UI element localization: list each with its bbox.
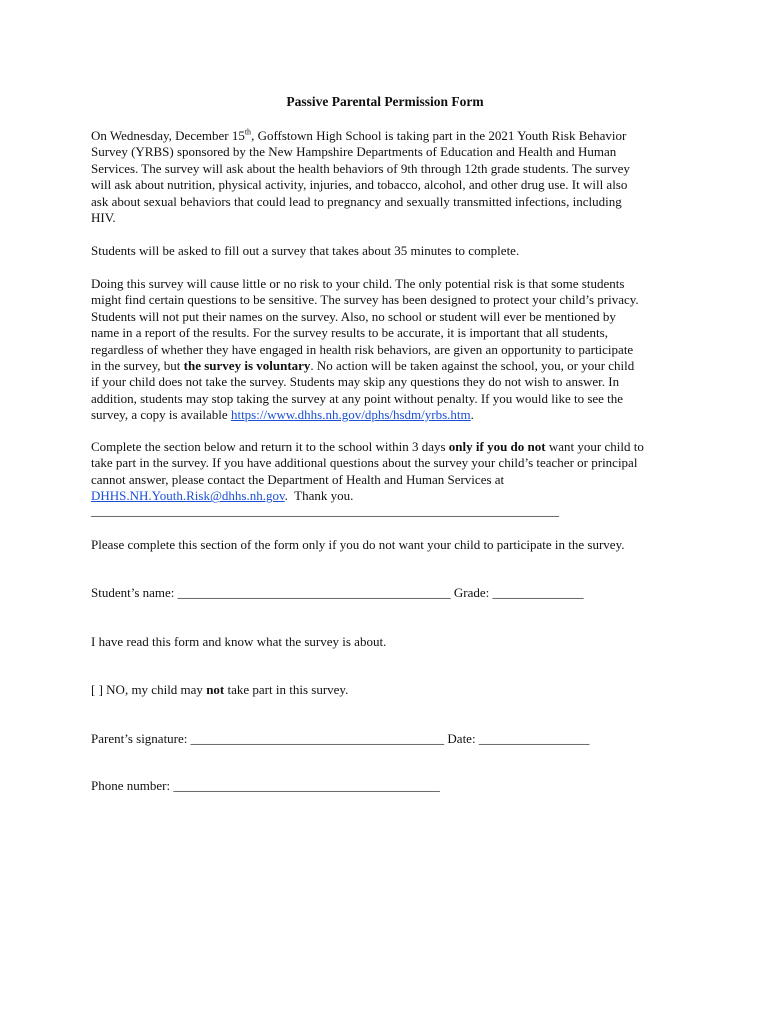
phone-label: Phone number:	[91, 778, 174, 793]
intro-text: Services. The survey will ask about the health behaviors of 9th through 12th grade students. The survey	[91, 160, 630, 176]
risk-paragraph	[91, 276, 691, 424]
instructions-paragraph	[91, 537, 691, 553]
duration-text: Students will be asked to fill out a survey that takes about 35 minutes to complete.	[91, 243, 520, 258]
grade-field[interactable]: ______________	[492, 585, 584, 600]
optout-row	[91, 682, 691, 698]
date-field[interactable]: _________________	[478, 731, 590, 746]
survey-link[interactable]: https://www.dhhs.nh.gov/dphs/hsdm/yrbs.htm	[230, 407, 471, 423]
intro-text: HIV.	[91, 210, 116, 226]
parent-signature-field[interactable]: _______________________________________	[190, 731, 445, 746]
complete-text: Complete the section below and return it to the school within 3 days	[91, 439, 449, 454]
risk-text: .	[470, 407, 474, 423]
complete-paragraph	[91, 439, 691, 519]
complete-text: take part in the survey. If you have additional questions about the survey your child’s teacher or principal	[91, 455, 638, 471]
intro-superscript: th	[244, 127, 252, 137]
risk-text: . No action will be taken against the school, you, or your child	[310, 358, 635, 374]
intro-text: On Wednesday, December 15	[91, 128, 245, 143]
email-link[interactable]: DHHS.NH.Youth.Risk@dhhs.nh.gov	[91, 488, 285, 504]
separator-line: ________________________________________________________________________	[91, 502, 559, 518]
risk-text: in the survey, but	[91, 358, 184, 374]
phone-row	[91, 778, 691, 794]
risk-text: if your child does not take the survey. Students may skip any questions they do not wish to answer. In	[91, 374, 620, 390]
date-label: Date:	[444, 731, 479, 746]
voluntary-emphasis: the survey is voluntary	[183, 358, 311, 374]
risk-text: Students will not put their names on the survey. Also, no school or student will ever be mentioned by	[91, 308, 616, 324]
page-title: Passive Parental Permission Form	[286, 94, 484, 109]
student-row	[91, 585, 691, 601]
risk-text: Doing this survey will cause little or no risk to your child. The only potential risk is that some students	[91, 276, 625, 291]
parent-row	[91, 731, 691, 747]
risk-text: might find certain questions to be sensitive. The survey has been designed to protect your child’s privacy.	[91, 292, 639, 308]
risk-text: regardless of whether they have engaged in health risk behaviors, are given an opportunity to participate	[91, 341, 634, 357]
grade-label: Grade:	[450, 585, 493, 600]
optout-text: take part in this survey.	[224, 682, 349, 697]
complete-text: cannot answer, please contact the Department of Health and Human Services at	[91, 471, 505, 487]
risk-text: name in a report of the results. For the survey results to be accurate, it is important that all students,	[91, 325, 608, 341]
thank-you-text: . Thank you.	[284, 488, 354, 504]
intro-text: Survey (YRBS) sponsored by the New Hampshire Departments of Education and Health and Human	[91, 144, 617, 160]
intro-paragraph	[91, 128, 691, 226]
only-if-emphasis: only if you do not	[448, 439, 546, 454]
risk-text: survey, a copy is available	[91, 407, 231, 423]
optout-text: NO, my child may	[102, 682, 207, 697]
not-emphasis: not	[206, 682, 225, 697]
instructions-text: Please complete this section of the form only if you do not want your child to participate in the survey.	[91, 537, 625, 552]
intro-text: , Goffstown High School is taking part in the 2021 Youth Risk Behavior	[251, 128, 627, 143]
student-name-field[interactable]: __________________________________________	[177, 585, 451, 600]
student-name-label: Student’s name:	[91, 585, 178, 600]
acknowledge-row	[91, 634, 691, 650]
intro-text: will ask about nutrition, physical activity, injuries, and tobacco, alcohol, and other drug use. It will also	[91, 177, 628, 193]
phone-field[interactable]: _________________________________________	[173, 778, 440, 793]
complete-text: want your child to	[545, 439, 644, 454]
risk-text: addition, students may stop taking the survey at any point without penalty. If you would like to see the	[91, 390, 624, 406]
parent-signature-label: Parent’s signature:	[91, 731, 191, 746]
intro-text: ask about sexual behaviors that could lead to pregnancy and sexually transmitted infections, including	[91, 193, 622, 209]
optout-checkbox[interactable]: [ ]	[91, 682, 103, 697]
duration-paragraph	[91, 243, 691, 259]
acknowledge-text: I have read this form and know what the survey is about.	[91, 634, 387, 649]
